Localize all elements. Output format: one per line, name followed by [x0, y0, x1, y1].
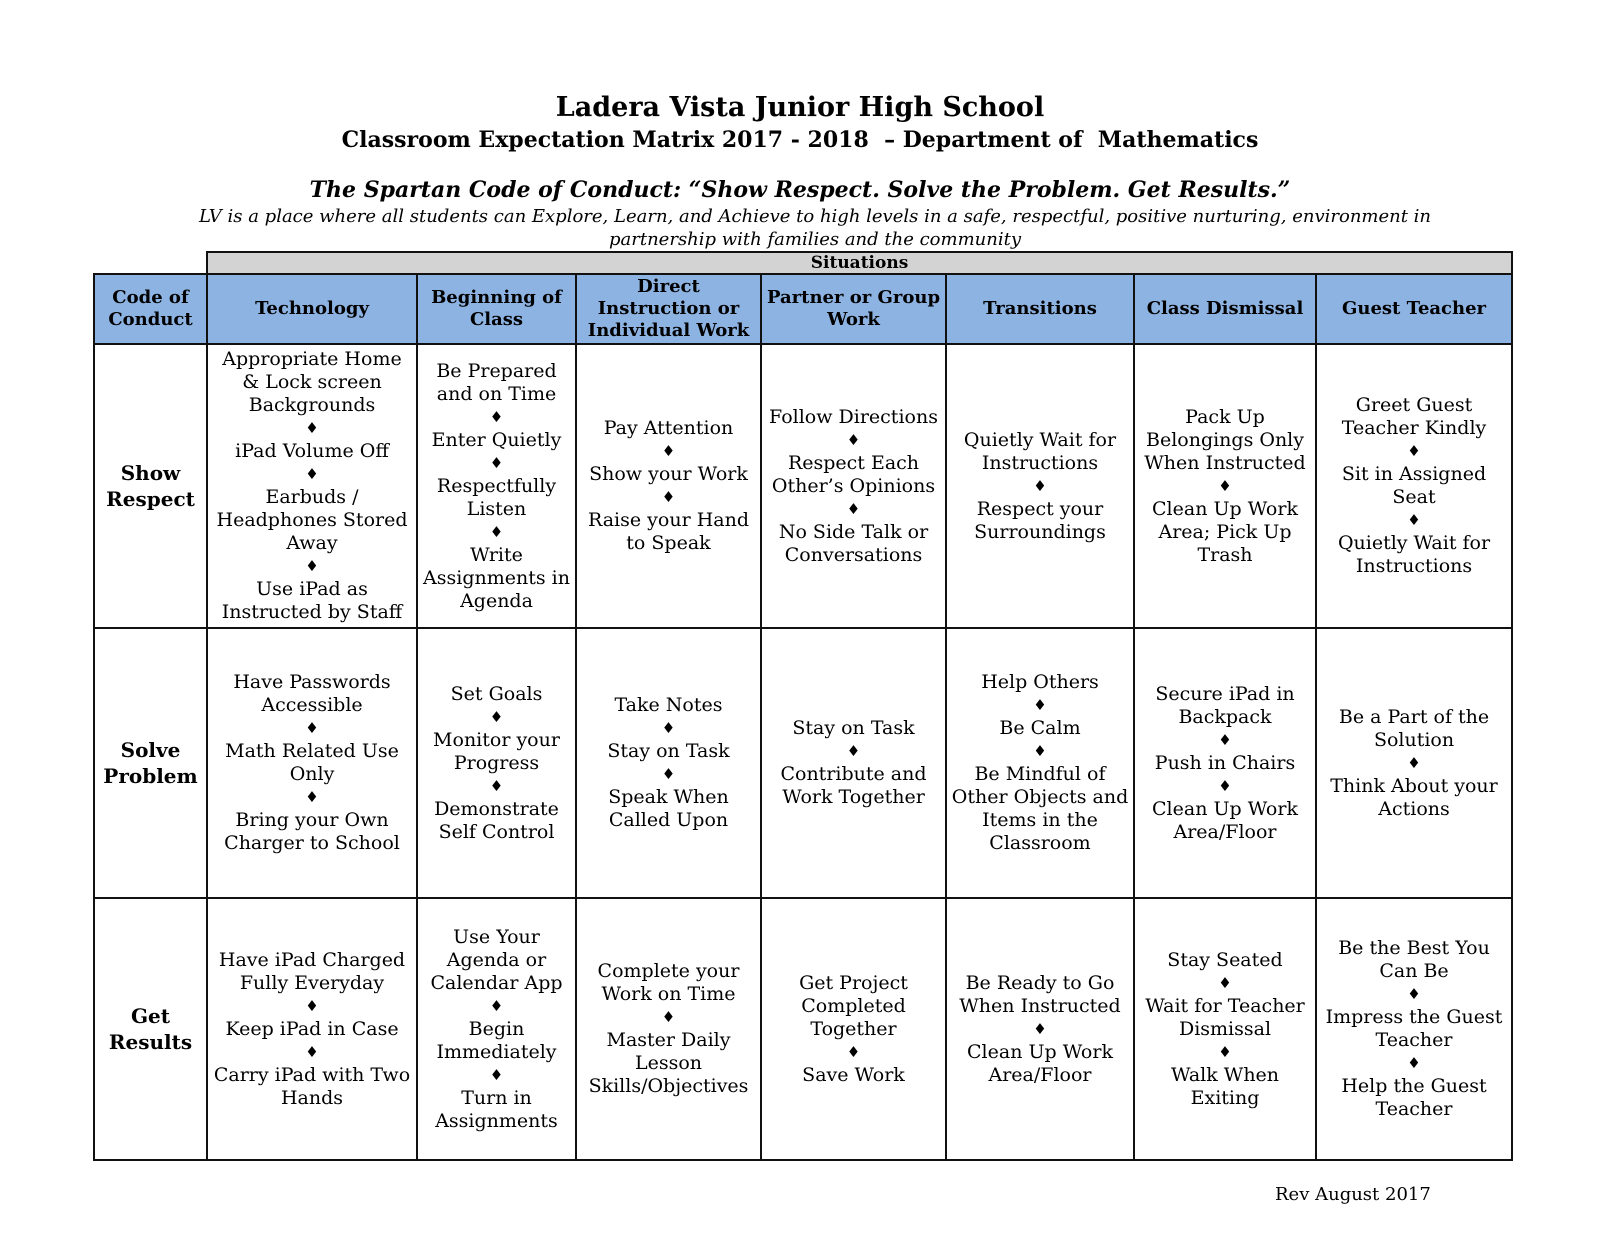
- cell-technology: [207, 344, 417, 628]
- column-header-guest-teacher: Guest Teacher: [1316, 274, 1512, 344]
- expectation-item: Think About your Actions: [1330, 774, 1498, 820]
- cell-partner-group-work: [761, 898, 946, 1160]
- expectation-item: Earbuds / Headphones Stored Away: [216, 486, 408, 554]
- column-header-direct-instruction: Direct Instruction or Individual Work: [576, 274, 761, 344]
- cell-technology: [207, 898, 417, 1160]
- expectation-item: Demonstrate Self Control: [434, 797, 559, 843]
- diamond-separator-icon: ♦: [1033, 696, 1047, 714]
- cell-transitions: [946, 898, 1134, 1160]
- diamond-separator-icon: ♦: [846, 742, 861, 760]
- expectation-item: Have iPad Charged Fully Everyday: [218, 948, 406, 994]
- expectation-item: Respectfully Listen: [436, 474, 557, 520]
- diamond-separator-icon: ♦: [489, 776, 504, 795]
- expectation-item: Speak When Called Upon: [608, 786, 729, 831]
- expectation-item: Help Others: [981, 671, 1099, 693]
- expectation-item: Take Notes: [614, 694, 723, 716]
- expectation-item: No Side Talk or Conversations: [778, 520, 929, 566]
- expectation-item: Contribute and Work Together: [780, 763, 927, 808]
- row-header: Get Results: [94, 898, 207, 1160]
- expectation-item: Sit in Assigned Seat: [1341, 463, 1487, 508]
- expectation-item: Be the Best You Can Be: [1338, 937, 1490, 982]
- diamond-separator-icon: ♦: [661, 719, 676, 737]
- cell-beginning-of-class: [417, 344, 576, 628]
- expectation-item: Respect your Surroundings: [974, 497, 1106, 543]
- expectation-item: Appropriate Home & Lock screen Backgrounds: [222, 348, 402, 416]
- expectation-item: Raise your Hand to Speak: [587, 509, 749, 554]
- diamond-separator-icon: ♦: [305, 465, 319, 483]
- blank-corner: [94, 252, 207, 274]
- expectation-item: Stay on Task: [607, 740, 730, 762]
- expectation-item: Carry iPad with Two Hands: [213, 1063, 411, 1109]
- expectation-item: Impress the Guest Teacher: [1325, 1006, 1503, 1051]
- diamond-separator-icon: ♦: [1218, 476, 1232, 495]
- expectation-item: Have Passwords Accessible: [233, 671, 391, 716]
- matrix-row: [94, 628, 1512, 898]
- cell-transitions: [946, 344, 1134, 628]
- expectation-item: Pack Up Belongings Only When Instructed: [1144, 405, 1306, 474]
- expectation-item: Stay on Task: [792, 717, 915, 739]
- diamond-separator-icon: ♦: [305, 419, 319, 437]
- expectation-item: Quietly Wait for Instructions: [1337, 532, 1491, 577]
- cell-class-dismissal: [1134, 898, 1316, 1160]
- expectation-item: Push in Chairs: [1154, 751, 1296, 774]
- column-header-transitions: Transitions: [946, 274, 1134, 344]
- diamond-separator-icon: ♦: [305, 788, 319, 806]
- school-title: Ladera Vista Junior High School: [555, 92, 1045, 123]
- expectation-item: Help the Guest Teacher: [1341, 1075, 1487, 1120]
- matrix-body: [94, 344, 1512, 1160]
- diamond-separator-icon: ♦: [1218, 776, 1232, 795]
- diamond-separator-icon: ♦: [1407, 985, 1421, 1003]
- diamond-separator-icon: ♦: [305, 719, 319, 737]
- diamond-separator-icon: ♦: [489, 453, 504, 472]
- expectation-item: Turn in Assignments: [435, 1086, 558, 1132]
- expectation-item: Complete your Work on Time: [597, 960, 740, 1005]
- mission-statement: LV is a place where all students can Explore, Learn, and Achieve to high levels in a safe, respectful, positive nurturing, environment in partnership with families and the community: [198, 206, 1432, 250]
- column-header-beginning-of-class: Beginning of Class: [417, 274, 576, 344]
- matrix-row: [94, 344, 1512, 628]
- diamond-separator-icon: ♦: [489, 407, 504, 426]
- diamond-separator-icon: ♦: [1218, 973, 1232, 992]
- code-of-conduct-motto: The Spartan Code of Conduct: “Show Respect. Solve the Problem. Get Results.”: [309, 177, 1291, 203]
- diamond-separator-icon: ♦: [305, 1042, 319, 1061]
- diamond-separator-icon: ♦: [661, 488, 676, 506]
- expectation-item: Enter Quietly: [431, 428, 562, 451]
- expectation-item: Clean Up Work Area/Floor: [1152, 797, 1298, 843]
- expectation-item: Write Assignments in Agenda: [423, 543, 570, 612]
- expectation-item: Begin Immediately: [436, 1017, 557, 1063]
- expectation-item: Use iPad as Instructed by Staff: [221, 578, 403, 623]
- expectation-item: Be Mindful of Other Objects and Items in the Classroom: [951, 763, 1129, 854]
- diamond-separator-icon: ♦: [661, 442, 676, 460]
- diamond-separator-icon: ♦: [1033, 476, 1047, 495]
- revision-date: Rev August 2017: [1275, 1184, 1431, 1205]
- diamond-separator-icon: ♦: [846, 499, 861, 518]
- expectation-matrix: [93, 251, 1513, 1161]
- expectation-item: Secure iPad in Backpack: [1155, 682, 1295, 728]
- expectation-item: iPad Volume Off: [235, 440, 389, 462]
- expectation-item: Be Prepared and on Time: [436, 359, 557, 405]
- diamond-separator-icon: ♦: [1218, 730, 1232, 749]
- diamond-separator-icon: ♦: [1407, 511, 1421, 529]
- expectation-item: Bring your Own Charger to School: [224, 809, 400, 854]
- expectation-item: Monitor your Progress: [433, 728, 560, 774]
- diamond-separator-icon: ♦: [661, 1008, 676, 1026]
- cell-transitions: [946, 628, 1134, 898]
- expectation-item: Clean Up Work Area; Pick Up Trash: [1152, 497, 1298, 566]
- expectation-item: Show your Work: [589, 463, 748, 485]
- cell-direct-instruction: [576, 344, 761, 628]
- column-header-partner-group-work: Partner or Group Work: [761, 274, 946, 344]
- diamond-separator-icon: ♦: [846, 430, 861, 449]
- diamond-separator-icon: ♦: [1407, 753, 1421, 772]
- expectation-item: Wait for Teacher Dismissal: [1145, 994, 1305, 1040]
- diamond-separator-icon: ♦: [305, 996, 319, 1015]
- diamond-separator-icon: ♦: [1033, 1019, 1047, 1038]
- expectation-item: Pay Attention: [603, 417, 734, 439]
- expectation-item: Master Daily Lesson Skills/Objectives: [588, 1029, 749, 1097]
- diamond-separator-icon: ♦: [1033, 742, 1047, 760]
- situations-header: Situations: [207, 252, 1512, 274]
- code-of-conduct-header: Code of Conduct: [94, 274, 207, 344]
- expectation-item: Respect Each Other’s Opinions: [771, 451, 936, 497]
- expectation-item: Keep iPad in Case: [225, 1017, 399, 1040]
- diamond-separator-icon: ♦: [489, 522, 504, 541]
- column-header-technology: Technology: [207, 274, 417, 344]
- cell-beginning-of-class: [417, 898, 576, 1160]
- expectation-item: Quietly Wait for Instructions: [963, 428, 1117, 474]
- diamond-separator-icon: ♦: [1407, 1054, 1421, 1072]
- cell-direct-instruction: [576, 898, 761, 1160]
- expectation-item: Stay Seated: [1167, 948, 1283, 971]
- diamond-separator-icon: ♦: [1407, 442, 1421, 460]
- diamond-separator-icon: ♦: [1218, 1042, 1232, 1061]
- matrix-row: [94, 898, 1512, 1160]
- expectation-item: Set Goals: [450, 682, 543, 705]
- row-header: Show Respect: [94, 344, 207, 628]
- diamond-separator-icon: ♦: [305, 557, 319, 575]
- cell-partner-group-work: [761, 628, 946, 898]
- cell-class-dismissal: [1134, 628, 1316, 898]
- expectation-item: Use Your Agenda or Calendar App: [430, 925, 563, 994]
- diamond-separator-icon: ♦: [489, 1065, 504, 1084]
- cell-guest-teacher: [1316, 344, 1512, 628]
- expectation-item: Math Related Use Only: [225, 740, 399, 785]
- expectation-item: Follow Directions: [769, 405, 938, 428]
- expectation-item: Be Calm: [999, 717, 1081, 739]
- expectation-item: Get Project Completed Together: [799, 971, 908, 1040]
- cell-guest-teacher: [1316, 898, 1512, 1160]
- cell-partner-group-work: [761, 344, 946, 628]
- cell-class-dismissal: [1134, 344, 1316, 628]
- expectation-item: Walk When Exiting: [1170, 1063, 1280, 1109]
- matrix-subtitle: Classroom Expectation Matrix 2017 - 2018 – Department of Mathematics: [341, 127, 1259, 153]
- cell-beginning-of-class: [417, 628, 576, 898]
- diamond-separator-icon: ♦: [661, 765, 676, 783]
- expectation-item: Be a Part of the Solution: [1338, 705, 1490, 751]
- cell-guest-teacher: [1316, 628, 1512, 898]
- cell-technology: [207, 628, 417, 898]
- diamond-separator-icon: ♦: [846, 1042, 861, 1061]
- diamond-separator-icon: ♦: [489, 996, 504, 1015]
- expectation-item: Save Work: [802, 1063, 905, 1086]
- cell-direct-instruction: [576, 628, 761, 898]
- row-header: Solve Problem: [94, 628, 207, 898]
- column-header-class-dismissal: Class Dismissal: [1134, 274, 1316, 344]
- expectation-item: Be Ready to Go When Instructed: [959, 971, 1121, 1017]
- diamond-separator-icon: ♦: [489, 707, 504, 726]
- expectation-item: Greet Guest Teacher Kindly: [1341, 394, 1487, 439]
- expectation-item: Clean Up Work Area/Floor: [967, 1040, 1113, 1086]
